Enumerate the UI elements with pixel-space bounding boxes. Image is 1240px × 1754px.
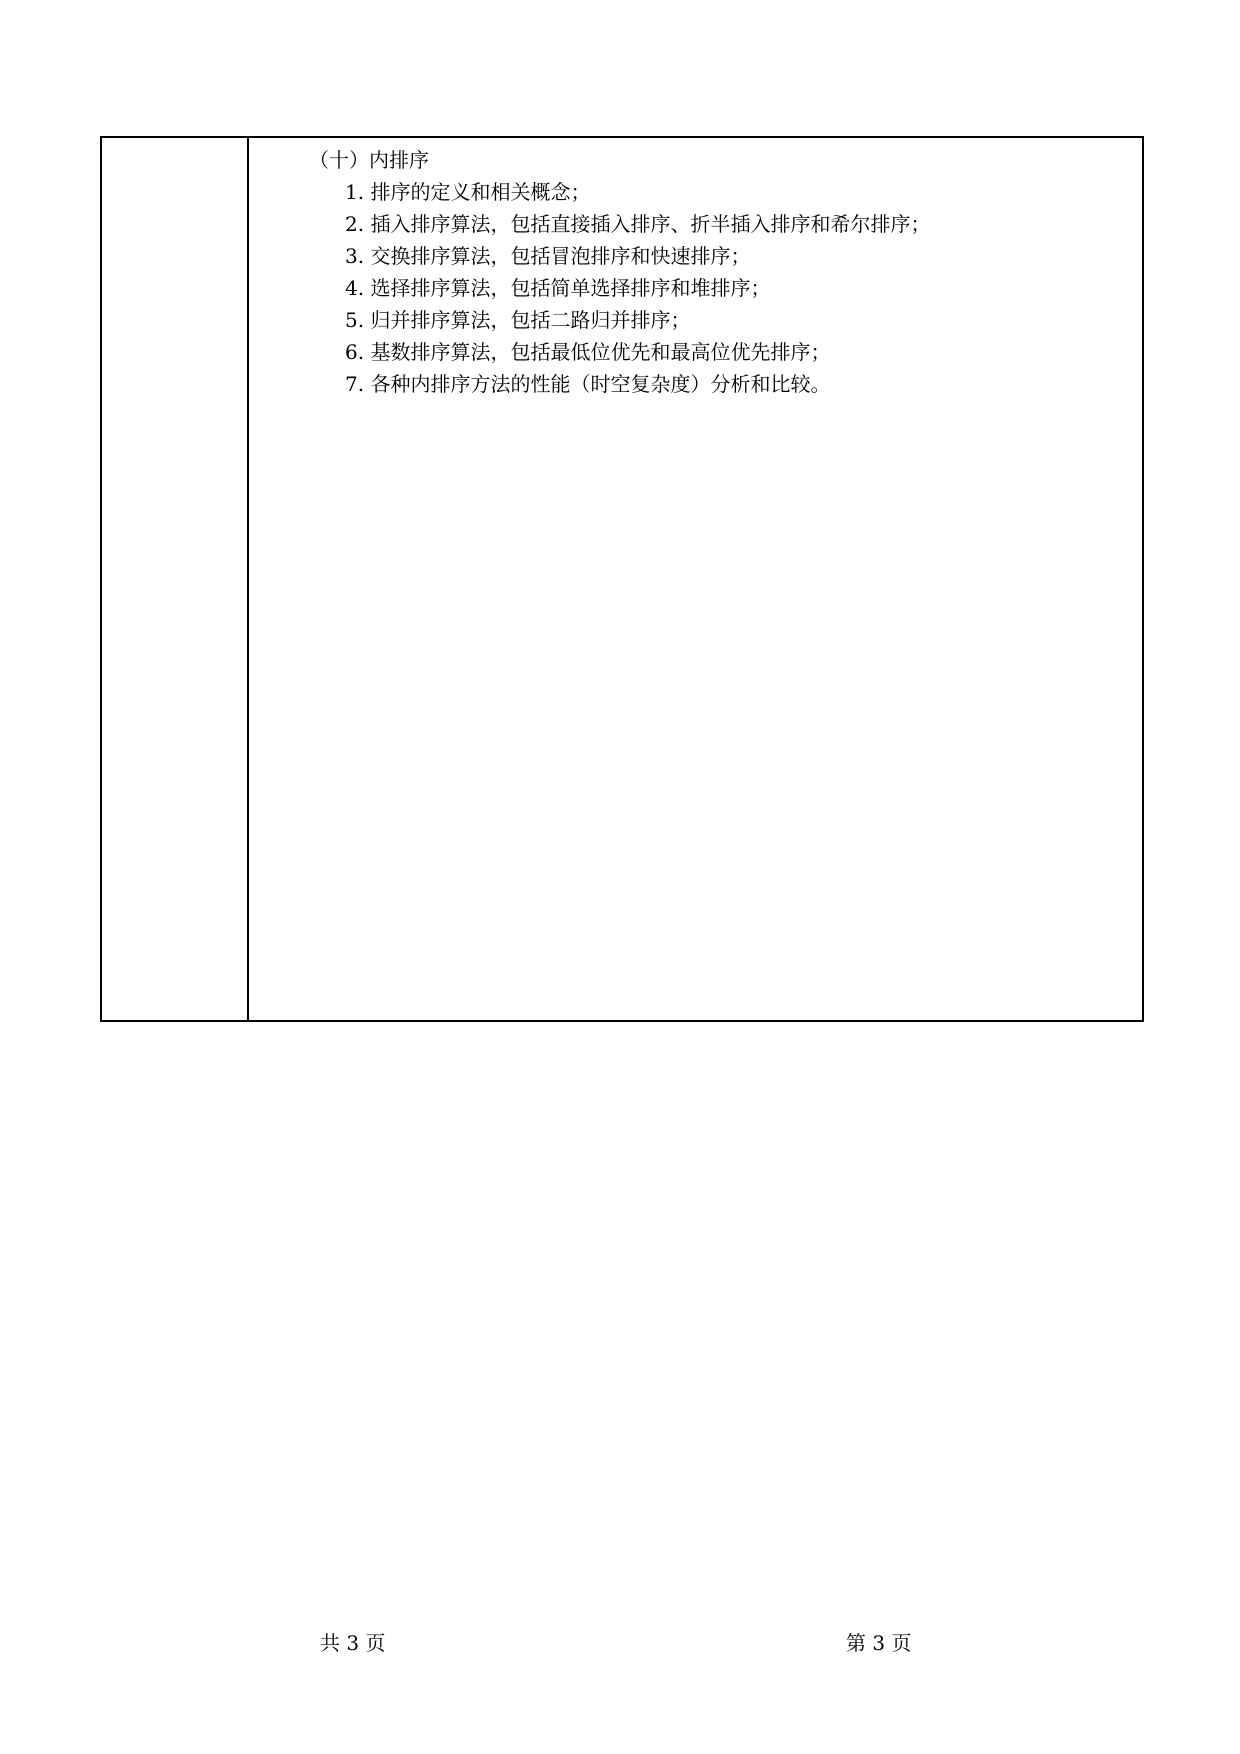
list-item: 4. 选择排序算法，包括简单选择排序和堆排序； (345, 276, 771, 300)
list-item: 7. 各种内排序方法的性能（时空复杂度）分析和比较。 (345, 372, 831, 396)
section-heading: （十）内排序 (309, 148, 429, 172)
list-item: 6. 基数排序算法，包括最低位优先和最高位优先排序； (345, 340, 831, 364)
syllabus-table (100, 136, 1144, 1022)
table-content-cell (249, 138, 1142, 1020)
total-pages: 共 3 页 (320, 1631, 386, 1655)
list-item: 5. 归并排序算法，包括二路归并排序； (345, 308, 691, 332)
table-label-cell (102, 138, 249, 1020)
list-item: 3. 交换排序算法，包括冒泡排序和快速排序； (345, 244, 751, 268)
list-item: 2. 插入排序算法，包括直接插入排序、折半插入排序和希尔排序； (345, 212, 931, 236)
topic-list (345, 176, 930, 400)
page-number: 第 3 页 (846, 1631, 912, 1655)
list-item: 1. 排序的定义和相关概念； (345, 180, 591, 204)
